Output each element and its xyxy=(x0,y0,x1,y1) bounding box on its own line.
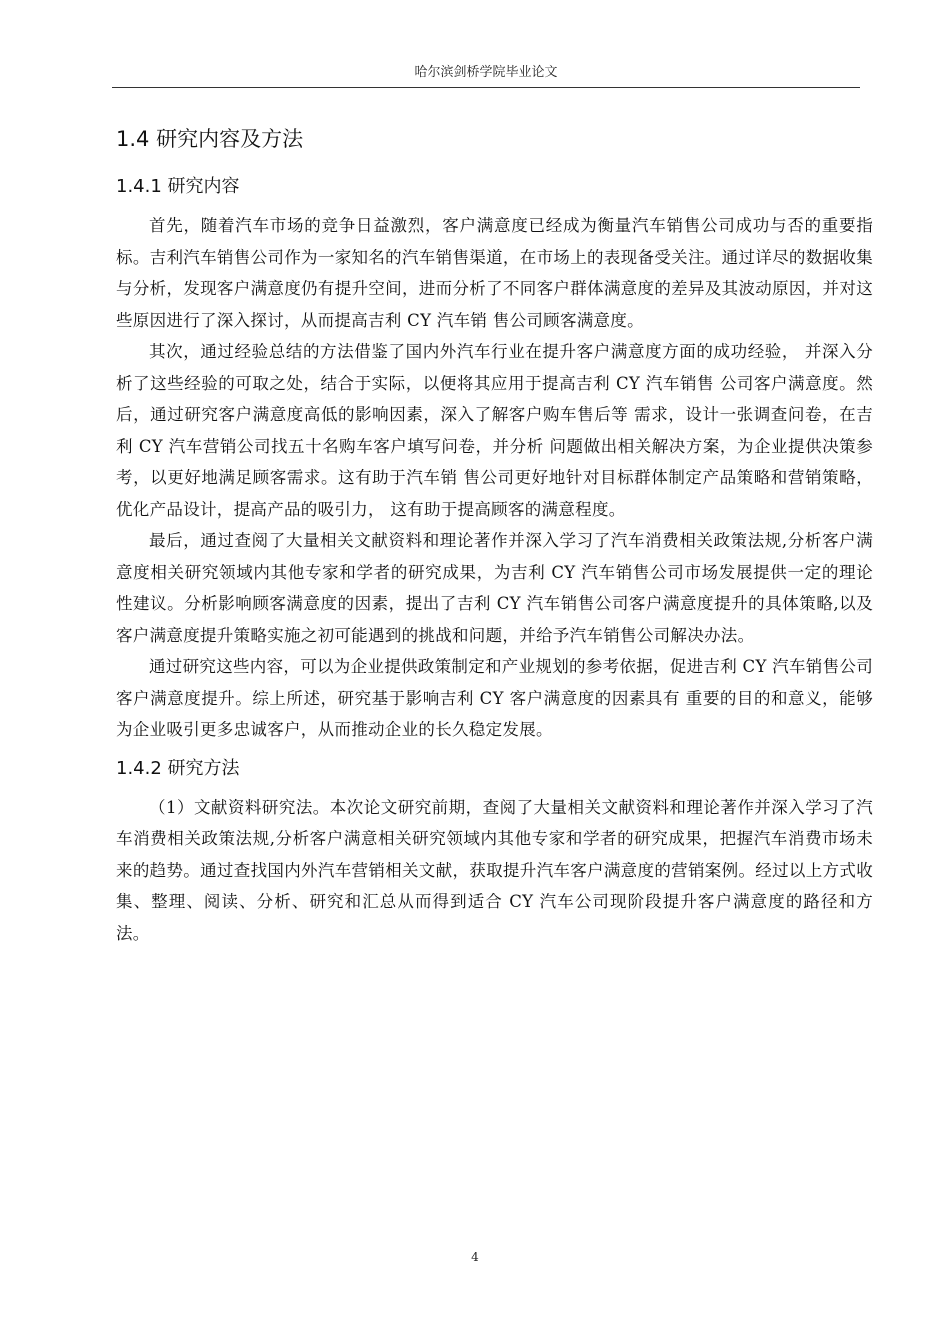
paragraph: 首先，随着汽车市场的竞争日益激烈，客户满意度已经成为衡量汽车销售公司成功与否的重要指标。吉利汽车销售公司作为一家知名的汽车销售渠道，在市场上的表现备受关注。通过详尽的数据收集与分析，发现客户满意度仍有提升空间，进而分析了不同客户群体满意度的差异及其波动原因，并对这些原因进行了深入探讨，从而提高吉利 CY 汽车销 售公司顾客满意度。 xyxy=(116,216,873,330)
running-header: 哈尔滨剑桥学院毕业论文 xyxy=(414,65,558,80)
paragraph: 其次，通过经验总结的方法借鉴了国内外汽车行业在提升客户满意度方面的成功经验， 并深入分析了这些经验的可取之处，结合于实际，以便将其应用于提高吉利 CY 汽车销售 公司客户满意度。然后，通过研究客户满意度高低的影响因素，深入了解客户购车售后等 需求，设计一张调查问卷，在吉利 CY 汽车营销公司找五十名购车客户填写问卷，并分析 问题做出相关解决方案，为企业提供决策参考，以更好地满足顾客需求。这有助于汽车销 售公司更好地针对目标群体制定产品策略和营销策略，优化产品设计，提高产品的吸引力， 这有助于提高顾客的满意程度。 xyxy=(116,342,873,519)
paragraph: 通过研究这些内容，可以为企业提供政策制定和产业规划的参考依据，促进吉利 CY 汽车销售公司客户满意度提升。综上所述，研究基于影响吉利 CY 客户满意度的因素具有 重要的目的和意义，能够为企业吸引更多忠诚客户，从而推动企业的长久稳定发展。 xyxy=(116,657,874,739)
header-divider xyxy=(112,87,860,88)
section-heading: 1.4 研究内容及方法 xyxy=(116,127,304,151)
page-number: 4 xyxy=(471,1250,479,1264)
paragraph: 最后，通过查阅了大量相关文献资料和理论著作并深入学习了汽车消费相关政策法规,分析客户满意度相关研究领域内其他专家和学者的研究成果，为吉利 CY 汽车销售公司市场发展提供一定的理论性建议。分析影响顾客满意度的因素，提出了吉利 CY 汽车销售公司客户满意度提升的具体策略,以及客户满意度提升策略实施之初可能遇到的挑战和问题，并给予汽车销售公司解决办法。 xyxy=(116,531,873,645)
subsection-heading-method: 1.4.2 研究方法 xyxy=(116,757,240,779)
paragraph: （1）文献资料研究法。本次论文研究前期，查阅了大量相关文献资料和理论著作并深入学习了汽车消费相关政策法规,分析客户满意相关研究领域内其他专家和学者的研究成果，把握汽车消费市场未来的趋势。通过查找国内外汽车营销相关文献，获取提升汽车客户满意度的营销案例。经过以上方式收集、整理、阅读、分析、研究和汇总从而得到适合 CY 汽车公司现阶段提升客户满意度的路径和方法。 xyxy=(116,797,873,943)
page-body xyxy=(116,120,873,949)
subsection-heading-content: 1.4.1 研究内容 xyxy=(116,176,240,197)
